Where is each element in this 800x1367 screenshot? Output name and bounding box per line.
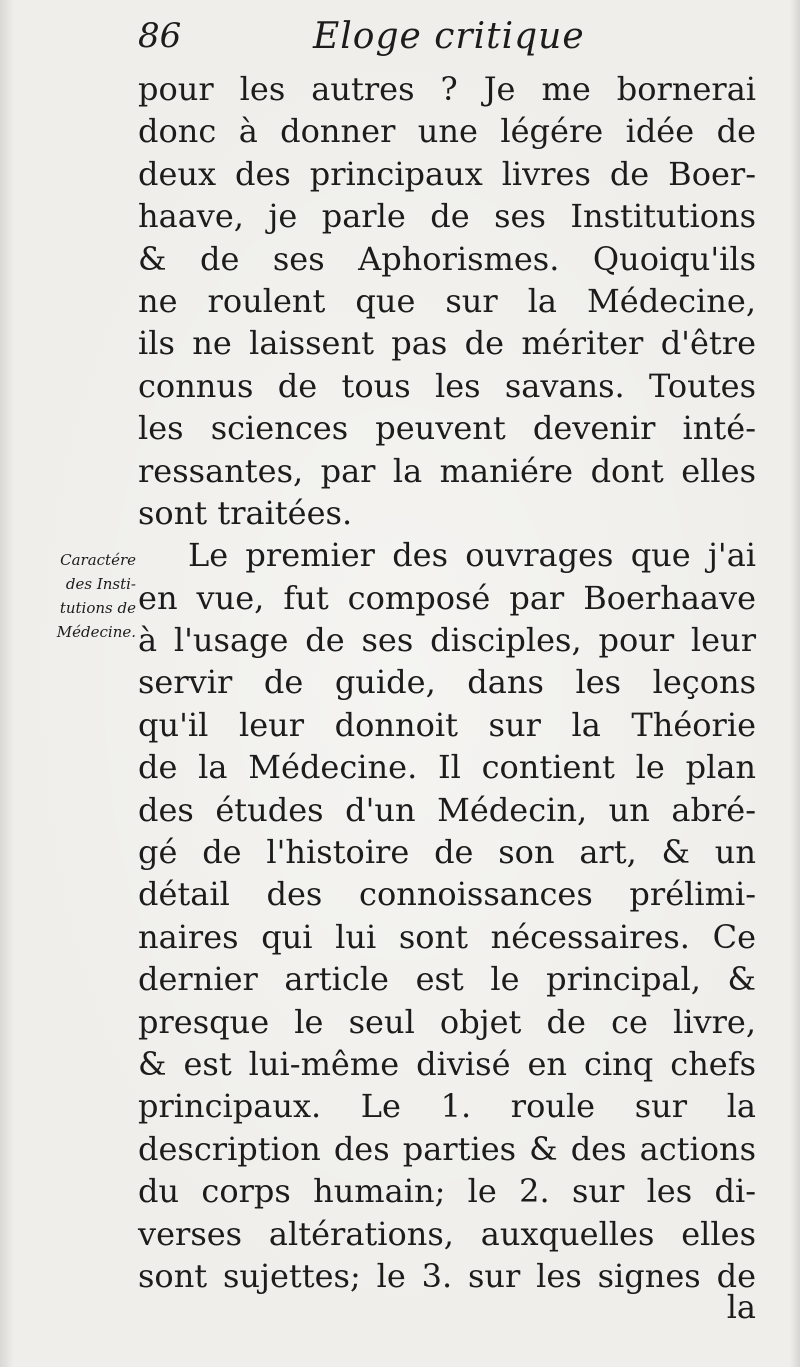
text-line: connus de tous les savans. Toutes [138, 366, 756, 405]
text-line: gé de l'histoire de son art, & un [138, 833, 756, 872]
margin-note-line: Caractére [60, 551, 136, 569]
text-line: pour les autres ? Je me bornerai [138, 70, 756, 108]
text-line: description des parties & des actions [138, 1129, 756, 1168]
text-line: les sciences peuvent devenir inté- [138, 409, 756, 448]
text-line: du corps humain; le 2. sur les di- [138, 1172, 756, 1211]
text-line: naires qui lui sont nécessaires. Ce [138, 917, 756, 956]
text-line: servir de guide, dans les leçons [138, 663, 756, 702]
text-line: sont traitées. [138, 493, 353, 532]
running-title: Eloge critique [313, 16, 585, 57]
text-line: des études d'un Médecin, un abré- [138, 790, 756, 829]
text-line: & est lui-même divisé en cinq chefs [138, 1044, 756, 1083]
text-line: principaux. Le 1. roule sur la [138, 1087, 756, 1126]
text-line: en vue, fut composé par Boerhaave [138, 578, 756, 617]
text-line: donc à donner une légére idée de [138, 112, 756, 151]
running-head [138, 10, 758, 58]
text-line: deux des principaux livres de Boer- [138, 154, 756, 193]
catchword: la [726, 1288, 756, 1326]
page-left-shadow [0, 0, 14, 1367]
text-line: détail des connoissances prélimi- [138, 875, 756, 914]
text-line: verses altérations, auxquelles elles [138, 1214, 756, 1253]
margin-note-line: tutions de [59, 599, 136, 617]
text-line: ils ne laissent pas de mériter d'être [138, 324, 756, 363]
text-line: ne roulent que sur la Médecine, [138, 281, 756, 320]
text-line: à l'usage de ses disciples, pour leur [138, 621, 756, 660]
page-number: 86 [138, 16, 182, 56]
text-line: haave, je parle de ses Institutions [138, 197, 756, 236]
body-text [138, 68, 756, 1297]
margin-note [18, 548, 136, 644]
margin-note-line: Médecine. [56, 623, 136, 641]
paragraph-first-line: Le premier des ouvrages que j'ai [188, 536, 756, 575]
margin-note-line: des Insti- [65, 575, 136, 593]
text-line: de la Médecine. Il contient le plan [138, 748, 756, 787]
text-line: qu'il leur donnoit sur la Théorie [138, 705, 756, 744]
text-line: ressantes, par la maniére dont elles [138, 451, 756, 490]
page-right-shadow [790, 0, 800, 1367]
text-line: & de ses Aphorismes. Quoiqu'ils [138, 239, 756, 278]
text-line: sont sujettes; le 3. sur les signes de [138, 1256, 756, 1295]
text-line: presque le seul objet de ce livre, [138, 1002, 756, 1041]
text-line: dernier article est le principal, & [138, 960, 756, 999]
